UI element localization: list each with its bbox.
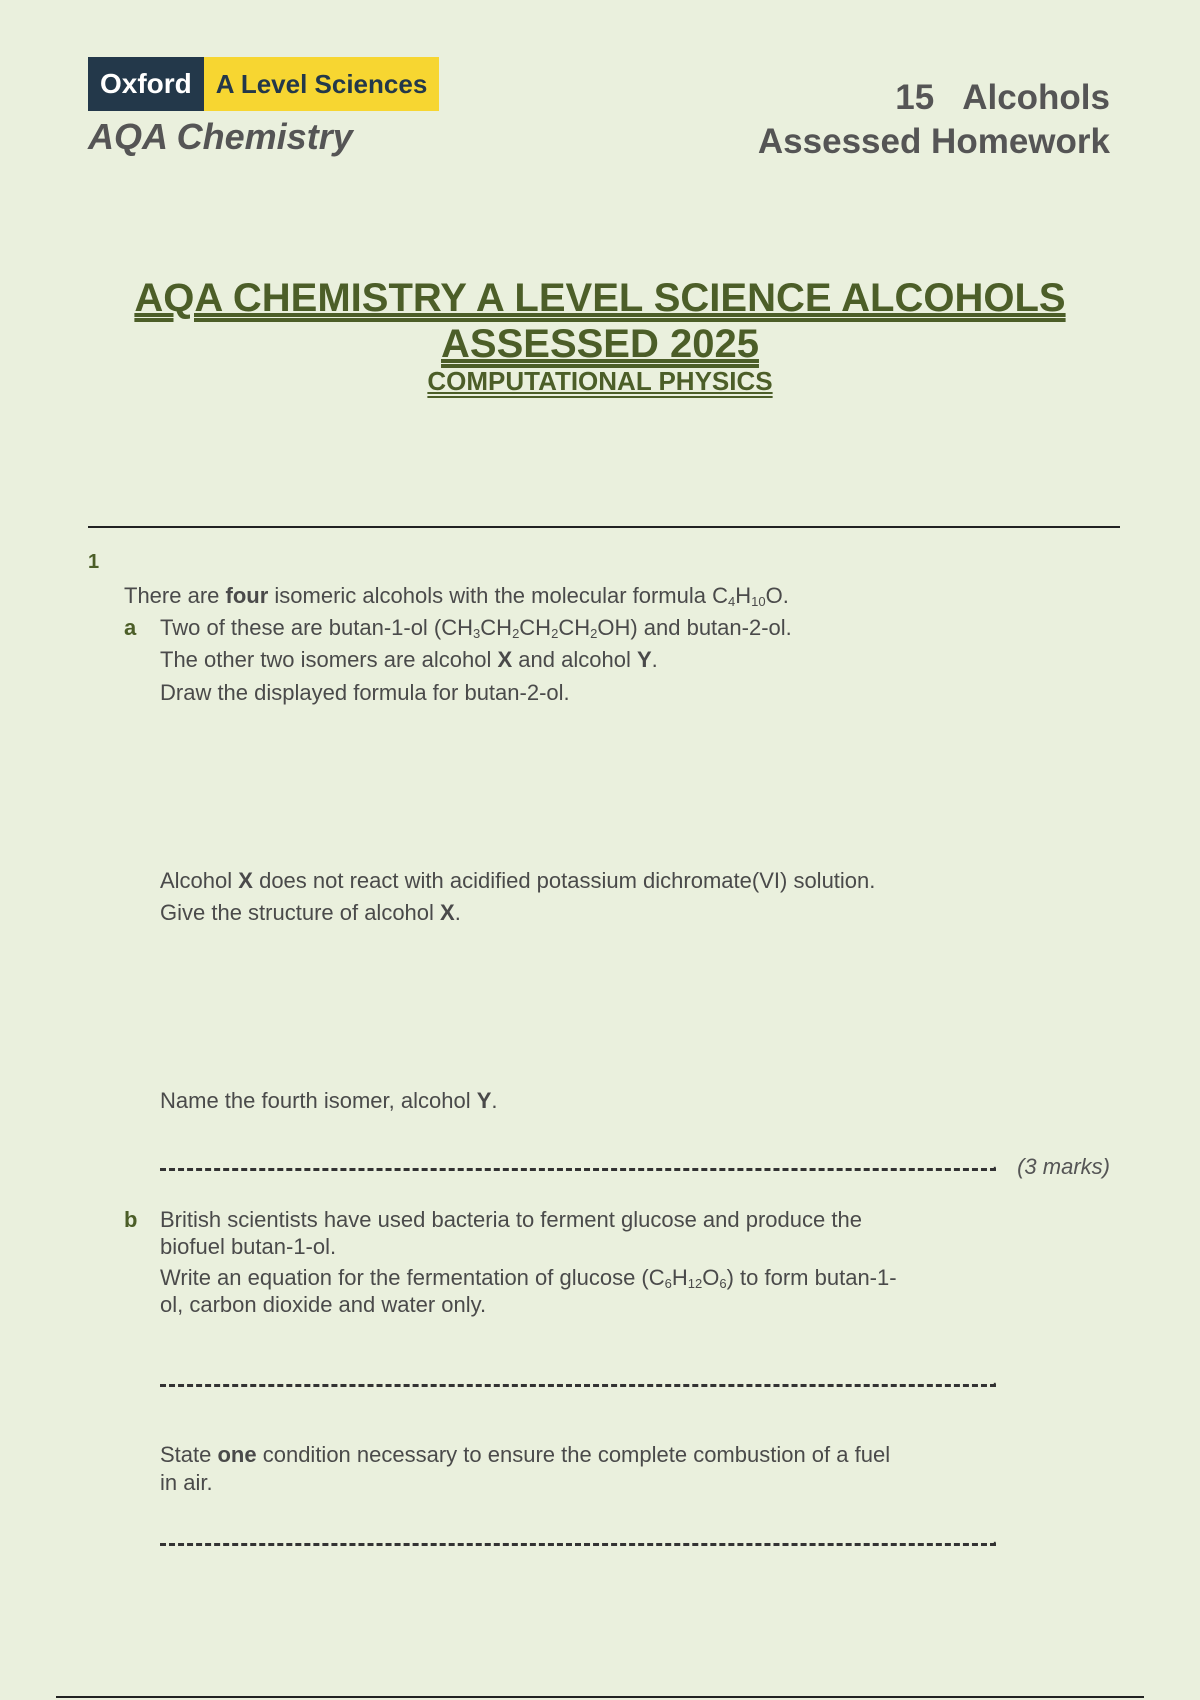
part-a-line3: Draw the displayed formula for butan-2-ol. [160,680,570,705]
answer-line-b2[interactable] [160,1543,996,1546]
doc-type: Assessed Homework [757,122,1110,161]
oxford-logo [88,57,439,111]
part-b-condition-line2: in air. [160,1470,213,1495]
chapter-title: Alcohols [962,78,1110,117]
alcohol-y-line: Name the fourth isomer, alcohol Y. [160,1088,498,1113]
part-b-line2: biofuel butan-1-ol. [160,1234,337,1259]
question-intro: There are four isomeric alcohols with the molecular formula $C_4H_{10}O$. [124,583,789,609]
answer-dot-a: . [992,1152,998,1174]
logo-oxford-text: Oxford [88,57,204,111]
part-b-condition-line1: State one condition necessary to ensure the complete combustion of a fuel [160,1442,891,1467]
part-b-line4: ol, carbon dioxide and water only. [160,1292,487,1317]
chapter-number: 15 [895,78,935,117]
page-title-line2: ASSESSED 2025 [441,322,759,366]
part-b-letter: b [124,1207,138,1232]
brand-subtitle: AQA Chemistry [88,116,353,157]
page-subtitle: COMPUTATIONAL PHYSICS [427,366,773,396]
part-a-line2: The other two isomers are alcohol X and alcohol Y. [160,647,658,672]
part-a-line1: Two of these are butan-1-ol $(CH_3CH_2CH_2CH_2OH)$ and butan-2-ol. [160,615,792,641]
answer-line-a[interactable] [160,1168,996,1171]
part-a-letter: a [124,615,137,640]
logo-alevel-text: A Level Sciences [204,57,440,111]
question-number: 1 [88,551,100,573]
answer-dot-b1: . [992,1368,998,1390]
alcohol-x-line1: Alcohol X does not react with acidified potassium dichromate(VI) solution. [160,868,876,893]
answer-line-b1[interactable] [160,1384,996,1387]
part-b-line1: British scientists have used bacteria to ferment glucose and produce the [160,1207,862,1232]
chapter-header [758,76,1110,164]
answer-dot-b2: . [992,1527,998,1549]
bottom-divider [56,1696,1144,1698]
part-b-line3: Write an equation for the fermentation of glucose $(C_6H_{12}O_6)$ to form butan-1- [160,1265,897,1291]
marks-label: (3 marks) [1017,1154,1110,1179]
page-title-line1: AQA CHEMISTRY A LEVEL SCIENCE ALCOHOLS [134,276,1066,320]
divider [88,526,1120,528]
alcohol-x-line2: Give the structure of alcohol X. [160,900,461,925]
